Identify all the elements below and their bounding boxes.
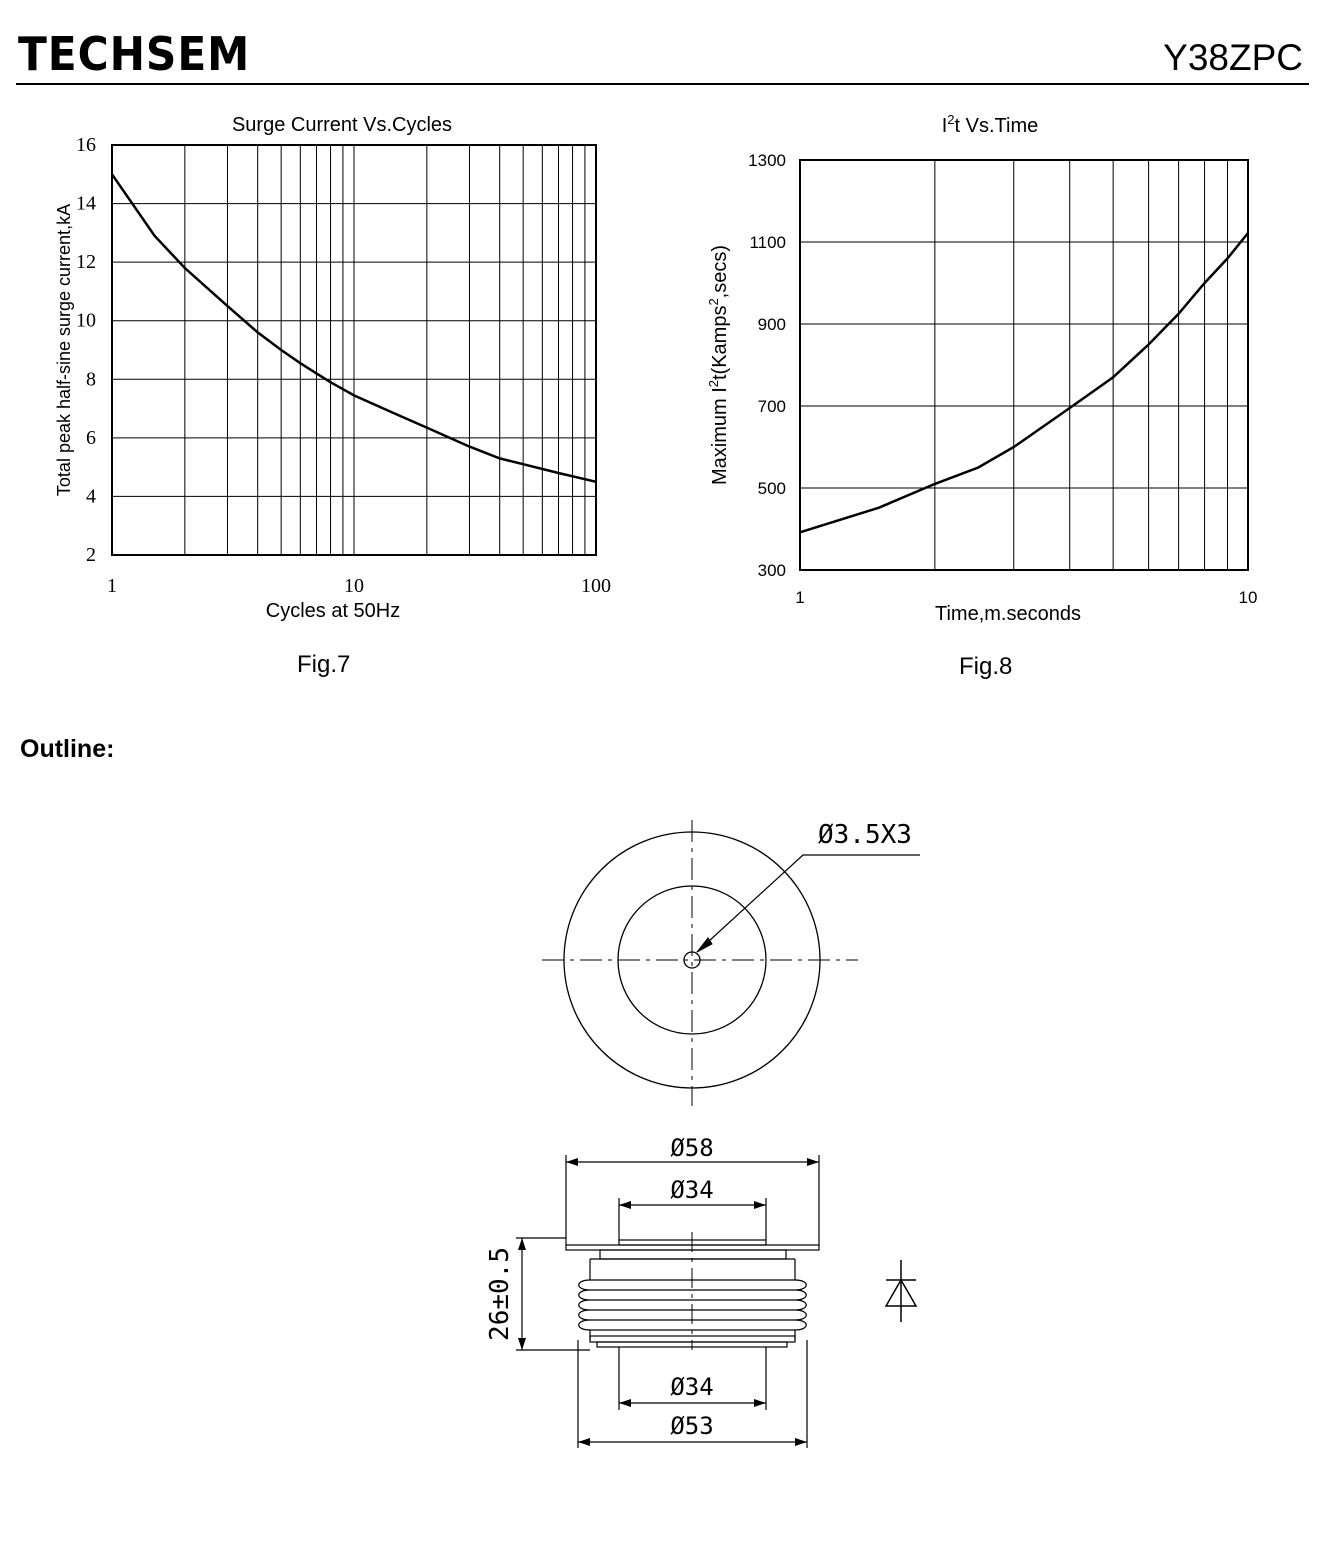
- chart1-ytick-label: 8: [86, 368, 96, 391]
- chart1-ytick-label: 2: [86, 544, 96, 566]
- chart1-ytick-label: 12: [76, 251, 96, 274]
- fig8-label: Fig.8: [959, 653, 1013, 680]
- chart1-ytick-label: 4: [86, 485, 96, 508]
- chart2-ytick-label: 900: [757, 315, 786, 334]
- outline-heading: Outline:: [20, 735, 115, 763]
- diode-symbol-icon: [886, 1260, 916, 1322]
- chart1-xlabel: Cycles at 50Hz: [265, 600, 401, 622]
- height-dim-label: 26±0.5: [485, 1247, 515, 1341]
- brand-logo: TECHSEM: [18, 27, 251, 81]
- chart2-ytick-label: 700: [757, 397, 786, 416]
- chart1-xtick-label: 1: [107, 575, 117, 597]
- hole-leader-line: [697, 855, 920, 952]
- chart1-ytick-label: 6: [86, 426, 96, 449]
- upper-body: [600, 1250, 786, 1259]
- chart1-ylabel: Total peak half-sine surge current,kA: [54, 203, 74, 497]
- chart2-ylabel: Maximum $I^2t(Kamps^2,\sec s)$: [706, 244, 731, 486]
- dim-34-bottom-label: Ø34: [670, 1373, 714, 1401]
- dim-58-label: Ø58: [670, 1134, 714, 1162]
- chart1-ytick-label: 10: [76, 309, 96, 332]
- chart1-xtick-label: 10: [344, 575, 364, 597]
- chart2-xtick-label: 10: [1238, 588, 1258, 607]
- fig7-label: Fig.7: [297, 651, 351, 678]
- chart2-xlabel: Time,m.seconds: [935, 603, 1081, 625]
- dim-53-label: Ø53: [670, 1412, 714, 1440]
- chart2-ytick-label: 300: [757, 561, 786, 580]
- top-view: [542, 820, 920, 1106]
- part-number: Y38ZPC: [1163, 37, 1303, 78]
- chart2-ytick-label: 1100: [749, 233, 786, 252]
- chart2-title: $I^2t$ Vs.Time: [941, 112, 1039, 137]
- chart2-ytick-label: 500: [757, 479, 786, 498]
- chart2-ytick-label: 1300: [748, 151, 786, 170]
- dim-34-top-label: Ø34: [670, 1176, 714, 1204]
- hole-dimension: Ø3.5X3: [818, 820, 912, 850]
- chart1-xtick-label: 100: [581, 575, 611, 597]
- chart2-xtick-label: 1: [795, 588, 805, 607]
- hole-leader-arrow: [697, 938, 712, 952]
- side-view: [516, 1155, 819, 1448]
- chart1-title: Surge Current Vs.Cycles: [231, 114, 453, 136]
- chart1-ytick-label: 14: [76, 192, 96, 215]
- chart1-ytick-label: 16: [76, 134, 96, 156]
